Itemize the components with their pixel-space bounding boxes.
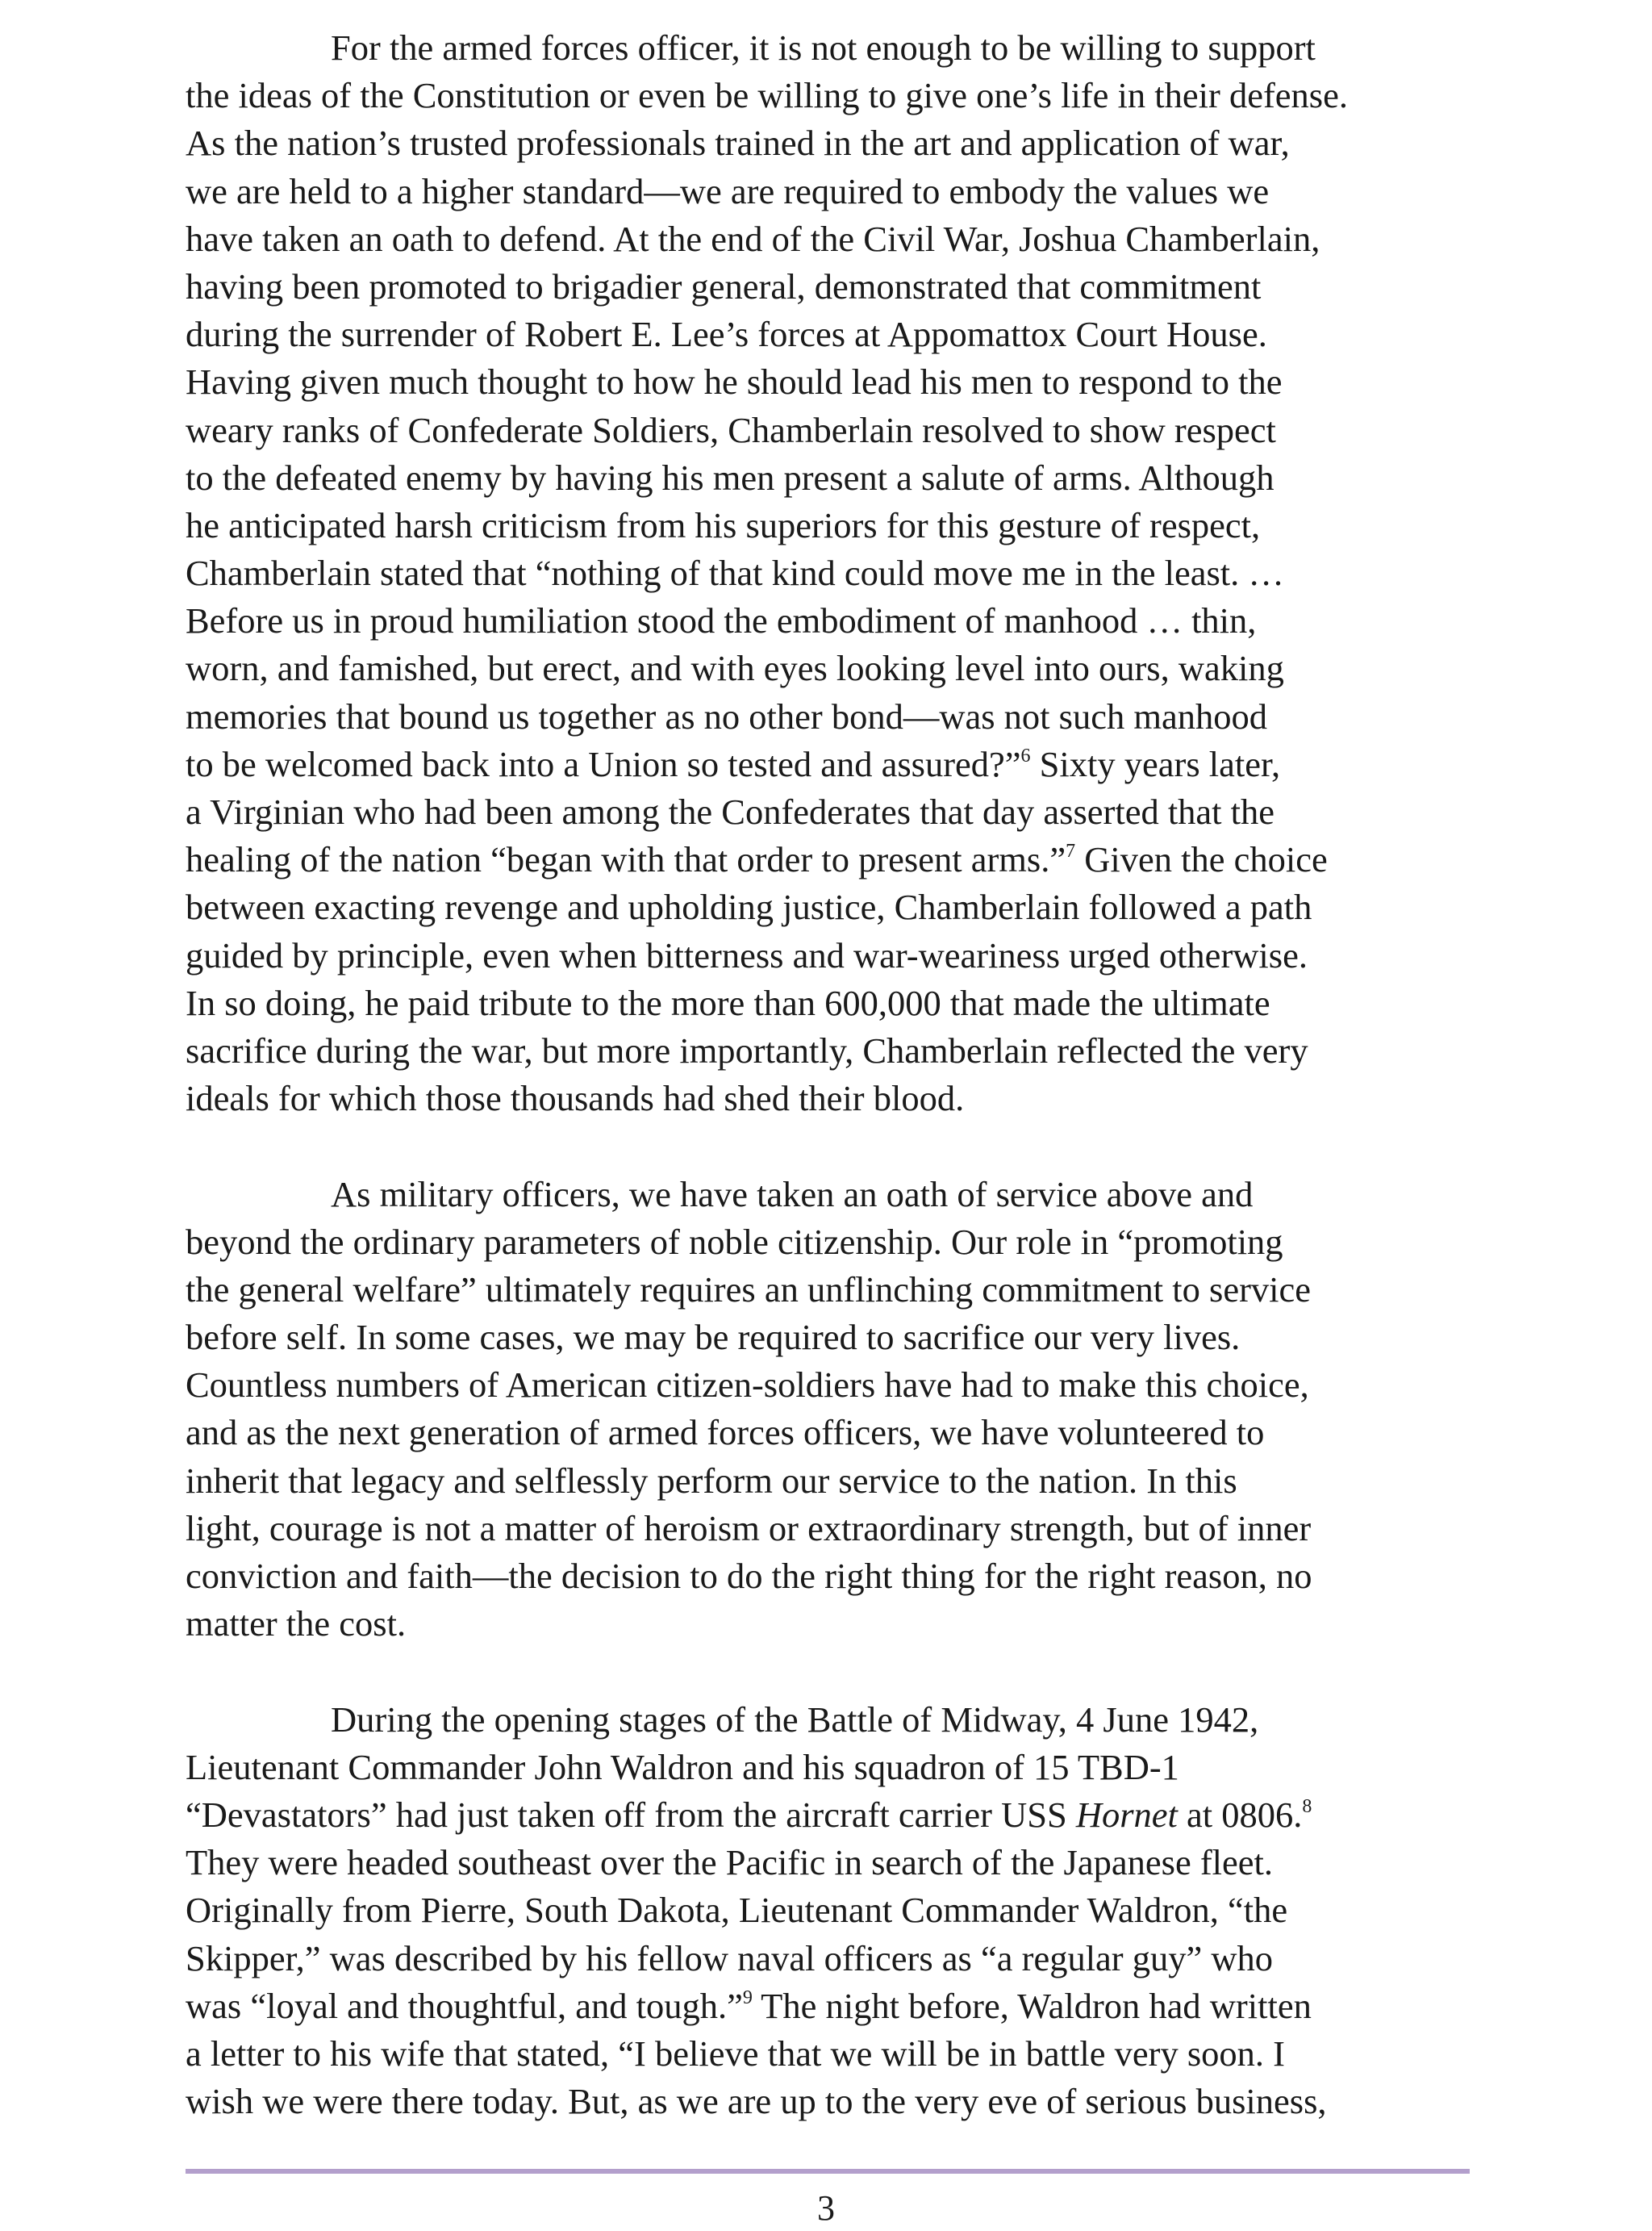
text-line: Originally from Pierre, South Dakota, Lieutenant Commander Waldron, “the — [186, 1890, 1288, 1931]
text-line: beyond the ordinary parameters of noble citizenship. Our role in “promoting — [186, 1221, 1283, 1262]
text-line: the general welfare” ultimately requires an unflinching commitment to service — [186, 1268, 1312, 1310]
text-line: he anticipated harsh criticism from his superiors for this gesture of respect, — [186, 504, 1261, 545]
text-line: healing of the nation “began with that order to present arms.”$^7$ Given the choice — [186, 839, 1328, 880]
text-line: As military officers, we have taken an oath of service above and — [331, 1173, 1254, 1214]
text-line: we are held to a higher standard—we are required to embody the values we — [186, 170, 1270, 211]
text-line: For the armed forces officer, it is not enough to be willing to support — [331, 27, 1316, 68]
text-line: During the opening stages of the Battle of Midway, 4 June 1942, — [331, 1698, 1259, 1740]
text-line: guided by principle, even when bitterness and war-weariness urged otherwise. — [186, 934, 1308, 976]
text-line: Countless numbers of American citizen-soldiers have had to make this choice, — [186, 1364, 1309, 1406]
text-line: Lieutenant Commander John Waldron and his squadron of 15 TBD-1 — [186, 1746, 1179, 1787]
text-line: worn, and famished, but erect, and with eyes looking level into ours, waking — [186, 648, 1284, 689]
text-line: was “loyal and thoughtful, and tough.”$^9$ The night before, Waldron had written — [186, 1985, 1312, 2026]
text-line: the ideas of the Constitution or even be willing to give one’s life in their defense. — [186, 75, 1348, 116]
text-line: sacrifice during the war, but more importantly, Chamberlain reflected the very — [186, 1030, 1308, 1071]
document-body — [186, 24, 1476, 2125]
text-line: and as the next generation of armed forces officers, we have volunteered to — [186, 1412, 1265, 1453]
text-line: a letter to his wife that stated, “I believe that we will be in battle very soon. I — [186, 2033, 1285, 2074]
footnote-marker: 7 — [1066, 841, 1076, 863]
text-line: before self. In some cases, we may be required to sacrifice our very lives. — [186, 1317, 1241, 1358]
text-line: to the defeated enemy by having his men present a salute of arms. Although — [186, 457, 1274, 498]
text-line: have taken an oath to defend. At the end of the Civil War, Joshua Chamberlain, — [186, 218, 1320, 259]
text-line: matter the cost. — [186, 1603, 407, 1644]
text-line: “Devastators” had just taken off from the aircraft carrier USS Hornet at 0806.$^8$ — [186, 1794, 1312, 1835]
footnote-marker: 9 — [742, 1987, 753, 2008]
text-line: They were headed southeast over the Pacific in search of the Japanese fleet. — [186, 1842, 1273, 1883]
footnote-marker: 6 — [1020, 745, 1031, 767]
text-line: Before us in proud humiliation stood the embodiment of manhood … thin, — [186, 600, 1257, 641]
text-line: As the nation’s trusted professionals trained in the art and application of war, — [186, 123, 1290, 164]
footnote-marker: 8 — [1302, 1796, 1312, 1818]
text-line: wish we were there today. But, as we are up to the very eve of serious business, — [186, 2081, 1327, 2122]
text-line: light, courage is not a matter of heroism or extraordinary strength, but of inner — [186, 1507, 1312, 1548]
page-number: 3 — [817, 2188, 835, 2228]
text-line: memories that bound us together as no other bond—was not such manhood — [186, 696, 1267, 737]
text-line: to be welcomed back into a Union so tested and assured?”$^6$ Sixty years later, — [186, 743, 1281, 784]
text-line: during the surrender of Robert E. Lee’s forces at Appomattox Court House. — [186, 314, 1267, 355]
text-line: inherit that legacy and selflessly perform our service to the nation. In this — [186, 1460, 1237, 1501]
text-line: Chamberlain stated that “nothing of that kind could move me in the least. … — [186, 553, 1284, 594]
text-line: Having given much thought to how he should lead his men to respond to the — [186, 361, 1283, 403]
paragraph-battle-of-midway — [186, 1696, 1476, 2126]
text-line: having been promoted to brigadier general, demonstrated that commitment — [186, 265, 1262, 307]
footer-divider — [186, 2169, 1470, 2174]
text-line: ideals for which those thousands had shed their blood. — [186, 1078, 965, 1119]
paragraph-chamberlain — [186, 24, 1476, 1122]
text-line: weary ranks of Confederate Soldiers, Chamberlain resolved to show respect — [186, 409, 1276, 450]
text-line: a Virginian who had been among the Confederates that day asserted that the — [186, 792, 1275, 832]
text-line: between exacting revenge and upholding justice, Chamberlain followed a path — [186, 887, 1312, 928]
text-line: In so doing, he paid tribute to the more than 600,000 that made the ultimate — [186, 982, 1270, 1023]
text-line: Skipper,” was described by his fellow naval officers as “a regular guy” who — [186, 1937, 1274, 1978]
paragraph-oath-of-service — [186, 1171, 1476, 1648]
text-line: conviction and faith—the decision to do the right thing for the right reason, no — [186, 1556, 1312, 1596]
